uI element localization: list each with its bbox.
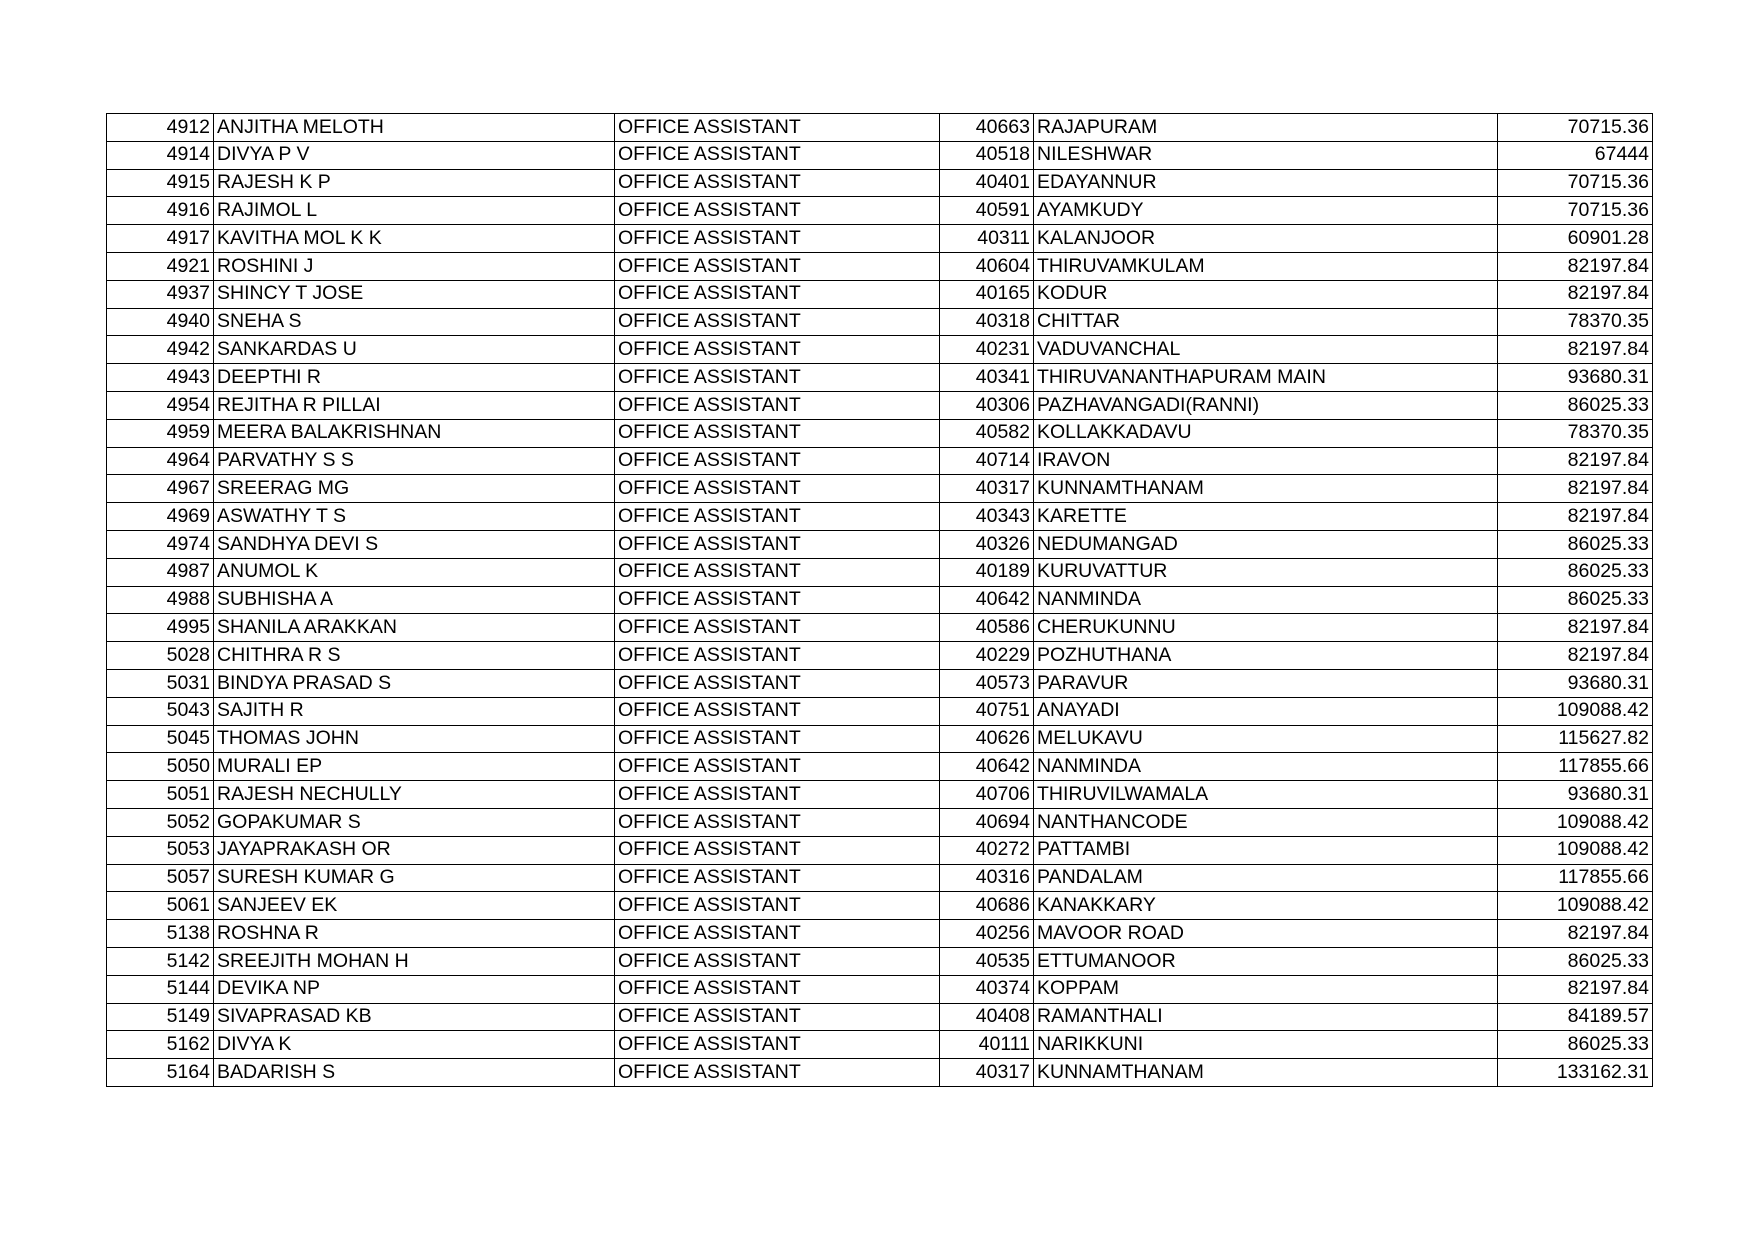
office-code-cell: 40189	[940, 558, 1034, 586]
amount-cell: 82197.84	[1498, 642, 1653, 670]
employee-id-cell: 5028	[107, 642, 214, 670]
employee-name-cell: SREEJITH MOHAN H	[214, 947, 615, 975]
table-row	[107, 614, 1653, 642]
designation-cell: OFFICE ASSISTANT	[615, 753, 940, 781]
office-code-cell: 40408	[940, 1003, 1034, 1031]
employee-id-cell: 5053	[107, 836, 214, 864]
spreadsheet-page	[106, 113, 1652, 1087]
employee-id-cell: 5138	[107, 920, 214, 948]
employee-id-cell: 4943	[107, 364, 214, 392]
office-name-cell: POZHUTHANA	[1034, 642, 1498, 670]
employee-id-cell: 4921	[107, 252, 214, 280]
amount-cell: 115627.82	[1498, 725, 1653, 753]
table-row	[107, 920, 1653, 948]
designation-cell: OFFICE ASSISTANT	[615, 697, 940, 725]
amount-cell: 86025.33	[1498, 558, 1653, 586]
designation-cell: OFFICE ASSISTANT	[615, 892, 940, 920]
designation-cell: OFFICE ASSISTANT	[615, 169, 940, 197]
amount-cell: 82197.84	[1498, 447, 1653, 475]
designation-cell: OFFICE ASSISTANT	[615, 808, 940, 836]
employee-id-cell: 5043	[107, 697, 214, 725]
office-name-cell: NANMINDA	[1034, 753, 1498, 781]
employee-id-cell: 4937	[107, 280, 214, 308]
employee-id-cell: 5162	[107, 1031, 214, 1059]
table-row	[107, 1059, 1653, 1087]
employee-id-cell: 4915	[107, 169, 214, 197]
table-row	[107, 336, 1653, 364]
employee-id-cell: 4942	[107, 336, 214, 364]
office-name-cell: KUNNAMTHANAM	[1034, 1059, 1498, 1087]
employee-id-cell: 4967	[107, 475, 214, 503]
employee-id-cell: 4964	[107, 447, 214, 475]
office-code-cell: 40663	[940, 114, 1034, 142]
amount-cell: 78370.35	[1498, 308, 1653, 336]
amount-cell: 109088.42	[1498, 808, 1653, 836]
office-code-cell: 40706	[940, 781, 1034, 809]
office-name-cell: CHITTAR	[1034, 308, 1498, 336]
office-name-cell: THIRUVANANTHAPURAM MAIN	[1034, 364, 1498, 392]
employee-id-cell: 5031	[107, 669, 214, 697]
amount-cell: 82197.84	[1498, 920, 1653, 948]
designation-cell: OFFICE ASSISTANT	[615, 114, 940, 142]
office-code-cell: 40751	[940, 697, 1034, 725]
employee-name-cell: ROSHINI J	[214, 252, 615, 280]
table-row	[107, 225, 1653, 253]
amount-cell: 93680.31	[1498, 781, 1653, 809]
designation-cell: OFFICE ASSISTANT	[615, 391, 940, 419]
office-code-cell: 40317	[940, 1059, 1034, 1087]
office-name-cell: VADUVANCHAL	[1034, 336, 1498, 364]
employee-name-cell: REJITHA R PILLAI	[214, 391, 615, 419]
table-row	[107, 364, 1653, 392]
employee-id-cell: 4912	[107, 114, 214, 142]
employee-id-cell: 4959	[107, 419, 214, 447]
employee-name-cell: DEVIKA NP	[214, 975, 615, 1003]
office-name-cell: KOLLAKKADAVU	[1034, 419, 1498, 447]
employee-name-cell: KAVITHA MOL K K	[214, 225, 615, 253]
designation-cell: OFFICE ASSISTANT	[615, 836, 940, 864]
table-row	[107, 503, 1653, 531]
office-code-cell: 40374	[940, 975, 1034, 1003]
employee-name-cell: RAJESH NECHULLY	[214, 781, 615, 809]
employee-name-cell: BINDYA PRASAD S	[214, 669, 615, 697]
table-row	[107, 836, 1653, 864]
amount-cell: 78370.35	[1498, 419, 1653, 447]
employee-id-cell: 5142	[107, 947, 214, 975]
employee-name-cell: JAYAPRAKASH OR	[214, 836, 615, 864]
employee-id-cell: 5164	[107, 1059, 214, 1087]
office-name-cell: NEDUMANGAD	[1034, 530, 1498, 558]
office-name-cell: NANTHANCODE	[1034, 808, 1498, 836]
amount-cell: 109088.42	[1498, 892, 1653, 920]
employee-name-cell: SAJITH R	[214, 697, 615, 725]
designation-cell: OFFICE ASSISTANT	[615, 669, 940, 697]
amount-cell: 82197.84	[1498, 975, 1653, 1003]
employee-name-cell: MURALI EP	[214, 753, 615, 781]
office-name-cell: KOPPAM	[1034, 975, 1498, 1003]
employee-id-cell: 5149	[107, 1003, 214, 1031]
employee-name-cell: SREERAG MG	[214, 475, 615, 503]
table-row	[107, 530, 1653, 558]
table-row	[107, 586, 1653, 614]
office-code-cell: 40535	[940, 947, 1034, 975]
office-code-cell: 40272	[940, 836, 1034, 864]
table-row	[107, 697, 1653, 725]
office-name-cell: RAJAPURAM	[1034, 114, 1498, 142]
employee-name-cell: ANUMOL K	[214, 558, 615, 586]
amount-cell: 60901.28	[1498, 225, 1653, 253]
office-code-cell: 40343	[940, 503, 1034, 531]
office-name-cell: NANMINDA	[1034, 586, 1498, 614]
amount-cell: 117855.66	[1498, 864, 1653, 892]
table-row	[107, 975, 1653, 1003]
office-code-cell: 40165	[940, 280, 1034, 308]
table-row	[107, 558, 1653, 586]
office-code-cell: 40573	[940, 669, 1034, 697]
employee-name-cell: MEERA BALAKRISHNAN	[214, 419, 615, 447]
amount-cell: 86025.33	[1498, 947, 1653, 975]
employee-id-cell: 5061	[107, 892, 214, 920]
office-name-cell: KARETTE	[1034, 503, 1498, 531]
employee-name-cell: GOPAKUMAR S	[214, 808, 615, 836]
office-name-cell: NARIKKUNI	[1034, 1031, 1498, 1059]
table-row	[107, 892, 1653, 920]
office-code-cell: 40686	[940, 892, 1034, 920]
designation-cell: OFFICE ASSISTANT	[615, 781, 940, 809]
employee-name-cell: RAJESH K P	[214, 169, 615, 197]
employee-id-cell: 4969	[107, 503, 214, 531]
amount-cell: 93680.31	[1498, 364, 1653, 392]
table-row	[107, 864, 1653, 892]
office-name-cell: IRAVON	[1034, 447, 1498, 475]
designation-cell: OFFICE ASSISTANT	[615, 1059, 940, 1087]
office-code-cell: 40229	[940, 642, 1034, 670]
employee-id-cell: 4987	[107, 558, 214, 586]
office-code-cell: 40341	[940, 364, 1034, 392]
employee-name-cell: SANJEEV EK	[214, 892, 615, 920]
designation-cell: OFFICE ASSISTANT	[615, 252, 940, 280]
table-row	[107, 781, 1653, 809]
designation-cell: OFFICE ASSISTANT	[615, 642, 940, 670]
employee-table	[106, 113, 1653, 1087]
amount-cell: 82197.84	[1498, 475, 1653, 503]
amount-cell: 82197.84	[1498, 280, 1653, 308]
amount-cell: 70715.36	[1498, 114, 1653, 142]
amount-cell: 86025.33	[1498, 1031, 1653, 1059]
employee-name-cell: SHANILA ARAKKAN	[214, 614, 615, 642]
office-name-cell: ETTUMANOOR	[1034, 947, 1498, 975]
amount-cell: 86025.33	[1498, 391, 1653, 419]
office-code-cell: 40311	[940, 225, 1034, 253]
designation-cell: OFFICE ASSISTANT	[615, 975, 940, 1003]
employee-id-cell: 4974	[107, 530, 214, 558]
table-row	[107, 669, 1653, 697]
office-name-cell: THIRUVAMKULAM	[1034, 252, 1498, 280]
employee-name-cell: SHINCY T JOSE	[214, 280, 615, 308]
designation-cell: OFFICE ASSISTANT	[615, 419, 940, 447]
office-name-cell: MAVOOR ROAD	[1034, 920, 1498, 948]
employee-name-cell: BADARISH S	[214, 1059, 615, 1087]
employee-id-cell: 4914	[107, 141, 214, 169]
designation-cell: OFFICE ASSISTANT	[615, 141, 940, 169]
table-row	[107, 447, 1653, 475]
designation-cell: OFFICE ASSISTANT	[615, 558, 940, 586]
table-row	[107, 725, 1653, 753]
office-name-cell: AYAMKUDY	[1034, 197, 1498, 225]
designation-cell: OFFICE ASSISTANT	[615, 947, 940, 975]
amount-cell: 133162.31	[1498, 1059, 1653, 1087]
employee-id-cell: 5050	[107, 753, 214, 781]
amount-cell: 84189.57	[1498, 1003, 1653, 1031]
office-name-cell: PARAVUR	[1034, 669, 1498, 697]
office-name-cell: KURUVATTUR	[1034, 558, 1498, 586]
office-name-cell: PANDALAM	[1034, 864, 1498, 892]
designation-cell: OFFICE ASSISTANT	[615, 530, 940, 558]
office-code-cell: 40318	[940, 308, 1034, 336]
office-name-cell: RAMANTHALI	[1034, 1003, 1498, 1031]
office-code-cell: 40518	[940, 141, 1034, 169]
office-code-cell: 40591	[940, 197, 1034, 225]
office-code-cell: 40256	[940, 920, 1034, 948]
office-code-cell: 40306	[940, 391, 1034, 419]
office-code-cell: 40604	[940, 252, 1034, 280]
office-name-cell: KALANJOOR	[1034, 225, 1498, 253]
employee-name-cell: SANDHYA DEVI S	[214, 530, 615, 558]
office-name-cell: THIRUVILWAMALA	[1034, 781, 1498, 809]
office-name-cell: KUNNAMTHANAM	[1034, 475, 1498, 503]
amount-cell: 109088.42	[1498, 836, 1653, 864]
office-name-cell: ANAYADI	[1034, 697, 1498, 725]
employee-id-cell: 5051	[107, 781, 214, 809]
table-row	[107, 947, 1653, 975]
office-code-cell: 40231	[940, 336, 1034, 364]
table-row	[107, 141, 1653, 169]
employee-id-cell: 5052	[107, 808, 214, 836]
employee-id-cell: 4917	[107, 225, 214, 253]
office-code-cell: 40316	[940, 864, 1034, 892]
employee-name-cell: ASWATHY T S	[214, 503, 615, 531]
designation-cell: OFFICE ASSISTANT	[615, 1003, 940, 1031]
amount-cell: 82197.84	[1498, 336, 1653, 364]
amount-cell: 82197.84	[1498, 614, 1653, 642]
designation-cell: OFFICE ASSISTANT	[615, 475, 940, 503]
employee-id-cell: 4954	[107, 391, 214, 419]
employee-id-cell: 5057	[107, 864, 214, 892]
designation-cell: OFFICE ASSISTANT	[615, 447, 940, 475]
office-name-cell: PATTAMBI	[1034, 836, 1498, 864]
table-row	[107, 642, 1653, 670]
amount-cell: 70715.36	[1498, 197, 1653, 225]
amount-cell: 117855.66	[1498, 753, 1653, 781]
designation-cell: OFFICE ASSISTANT	[615, 864, 940, 892]
table-row	[107, 419, 1653, 447]
amount-cell: 70715.36	[1498, 169, 1653, 197]
employee-name-cell: RAJIMOL L	[214, 197, 615, 225]
designation-cell: OFFICE ASSISTANT	[615, 920, 940, 948]
office-code-cell: 40586	[940, 614, 1034, 642]
designation-cell: OFFICE ASSISTANT	[615, 308, 940, 336]
office-code-cell: 40694	[940, 808, 1034, 836]
table-body	[107, 114, 1653, 1087]
office-code-cell: 40582	[940, 419, 1034, 447]
employee-id-cell: 4988	[107, 586, 214, 614]
office-code-cell: 40626	[940, 725, 1034, 753]
office-code-cell: 40326	[940, 530, 1034, 558]
table-row	[107, 1031, 1653, 1059]
table-row	[107, 391, 1653, 419]
amount-cell: 82197.84	[1498, 503, 1653, 531]
table-row	[107, 169, 1653, 197]
table-row	[107, 308, 1653, 336]
office-code-cell: 40317	[940, 475, 1034, 503]
office-code-cell: 40401	[940, 169, 1034, 197]
office-name-cell: CHERUKUNNU	[1034, 614, 1498, 642]
amount-cell: 82197.84	[1498, 252, 1653, 280]
designation-cell: OFFICE ASSISTANT	[615, 364, 940, 392]
table-row	[107, 252, 1653, 280]
designation-cell: OFFICE ASSISTANT	[615, 503, 940, 531]
employee-name-cell: CHITHRA R S	[214, 642, 615, 670]
office-code-cell: 40642	[940, 753, 1034, 781]
employee-name-cell: SIVAPRASAD KB	[214, 1003, 615, 1031]
table-row	[107, 114, 1653, 142]
office-code-cell: 40642	[940, 586, 1034, 614]
employee-name-cell: DIVYA K	[214, 1031, 615, 1059]
employee-name-cell: DEEPTHI R	[214, 364, 615, 392]
amount-cell: 86025.33	[1498, 586, 1653, 614]
designation-cell: OFFICE ASSISTANT	[615, 725, 940, 753]
office-name-cell: NILESHWAR	[1034, 141, 1498, 169]
amount-cell: 109088.42	[1498, 697, 1653, 725]
office-name-cell: KANAKKARY	[1034, 892, 1498, 920]
employee-name-cell: ANJITHA MELOTH	[214, 114, 615, 142]
designation-cell: OFFICE ASSISTANT	[615, 197, 940, 225]
table-row	[107, 280, 1653, 308]
employee-name-cell: SNEHA S	[214, 308, 615, 336]
employee-name-cell: ROSHNA R	[214, 920, 615, 948]
amount-cell: 67444	[1498, 141, 1653, 169]
amount-cell: 86025.33	[1498, 530, 1653, 558]
table-row	[107, 197, 1653, 225]
employee-name-cell: PARVATHY S S	[214, 447, 615, 475]
designation-cell: OFFICE ASSISTANT	[615, 225, 940, 253]
designation-cell: OFFICE ASSISTANT	[615, 614, 940, 642]
office-name-cell: MELUKAVU	[1034, 725, 1498, 753]
employee-name-cell: SANKARDAS U	[214, 336, 615, 364]
table-row	[107, 808, 1653, 836]
employee-id-cell: 5045	[107, 725, 214, 753]
office-name-cell: EDAYANNUR	[1034, 169, 1498, 197]
table-row	[107, 475, 1653, 503]
office-name-cell: KODUR	[1034, 280, 1498, 308]
office-name-cell: PAZHAVANGADI(RANNI)	[1034, 391, 1498, 419]
designation-cell: OFFICE ASSISTANT	[615, 280, 940, 308]
table-row	[107, 753, 1653, 781]
designation-cell: OFFICE ASSISTANT	[615, 1031, 940, 1059]
designation-cell: OFFICE ASSISTANT	[615, 586, 940, 614]
amount-cell: 93680.31	[1498, 669, 1653, 697]
office-code-cell: 40714	[940, 447, 1034, 475]
employee-name-cell: DIVYA P V	[214, 141, 615, 169]
employee-id-cell: 4995	[107, 614, 214, 642]
office-code-cell: 40111	[940, 1031, 1034, 1059]
designation-cell: OFFICE ASSISTANT	[615, 336, 940, 364]
employee-id-cell: 5144	[107, 975, 214, 1003]
table-row	[107, 1003, 1653, 1031]
employee-id-cell: 4916	[107, 197, 214, 225]
employee-name-cell: SURESH KUMAR G	[214, 864, 615, 892]
employee-id-cell: 4940	[107, 308, 214, 336]
employee-name-cell: THOMAS JOHN	[214, 725, 615, 753]
employee-name-cell: SUBHISHA A	[214, 586, 615, 614]
